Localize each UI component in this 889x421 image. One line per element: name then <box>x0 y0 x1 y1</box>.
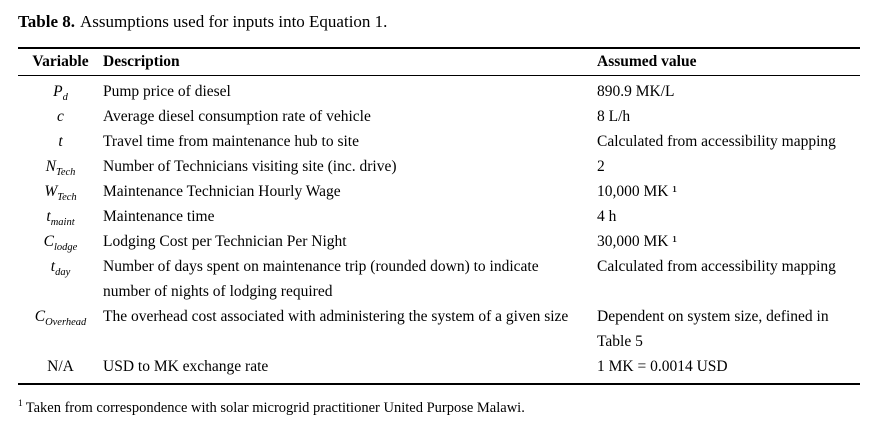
variable-subscript: maint <box>50 217 75 229</box>
variable-base: W <box>44 183 58 200</box>
table-row <box>18 229 860 254</box>
variable-base: C <box>43 233 54 250</box>
table-header <box>18 48 860 76</box>
variable-cell <box>18 76 103 105</box>
assumed-value-cell: 8 L/h <box>597 108 631 125</box>
variable-base: C <box>34 308 46 325</box>
variable-cell <box>18 254 103 304</box>
description-cell: Maintenance time <box>103 208 215 225</box>
variable-subscript: Tech <box>55 167 76 179</box>
description-cell: The overhead cost associated with administering the system of a given size <box>103 308 569 325</box>
variable-cell <box>18 179 103 204</box>
assumed-value-cell: 890.9 MK/L <box>597 83 675 100</box>
variable-cell <box>18 154 103 179</box>
variable-base: t <box>46 208 51 225</box>
variable-base: t <box>58 133 63 150</box>
description-cell: Lodging Cost per Technician Per Night <box>103 233 347 250</box>
variable-cell <box>18 204 103 229</box>
header-description: Description <box>103 48 597 76</box>
footnote-marker: 1 <box>18 399 23 409</box>
description-cell: Average diesel consumption rate of vehicle <box>103 108 371 125</box>
table-caption-text: Assumptions used for inputs into Equation 1. <box>80 12 388 31</box>
footnote-text: Taken from correspondence with solar microgrid practitioner United Purpose Malawi. <box>25 399 525 416</box>
variable-base: P <box>53 83 63 100</box>
description-cell: Pump price of diesel <box>103 83 231 100</box>
variable-subscript: day <box>55 267 71 279</box>
assumed-value-cell: 30,000 MK ¹ <box>597 233 677 250</box>
variable-cell <box>18 304 103 354</box>
table-row <box>18 129 860 154</box>
description-cell: Travel time from maintenance hub to site <box>103 133 359 150</box>
table-body <box>18 76 860 385</box>
assumed-value-cell: 1 MK = 0.0014 USD <box>597 354 860 384</box>
variable-subscript: Tech <box>57 192 77 204</box>
variable-cell <box>18 104 103 129</box>
assumed-value-cell: 10,000 MK ¹ <box>597 183 677 200</box>
table-row <box>18 254 860 304</box>
description-cell: Number of days spent on maintenance trip (rounded down) to indicate number of nights of lodging required <box>103 258 539 300</box>
table-row <box>18 354 860 384</box>
variable-base: N <box>45 158 56 175</box>
table-row <box>18 154 860 179</box>
table-footnote <box>18 395 871 418</box>
variable-base: t <box>50 258 56 275</box>
description-cell: Number of Technicians visiting site (inc. drive) <box>103 158 397 175</box>
header-variable: Variable <box>18 48 103 76</box>
table-row <box>18 76 860 105</box>
assumed-value-cell: Dependent on system size, defined in Table 5 <box>597 308 829 350</box>
description-cell: USD to MK exchange rate <box>103 354 597 384</box>
table-row <box>18 104 860 129</box>
table-row <box>18 304 860 354</box>
variable-cell <box>18 229 103 254</box>
table-caption <box>18 11 871 33</box>
table-row <box>18 204 860 229</box>
variable-subscript: Overhead <box>45 317 87 329</box>
variable-base: N/A <box>47 358 74 375</box>
header-assumed-value: Assumed value <box>597 48 860 76</box>
header-row <box>18 48 860 76</box>
table-caption-label: Table 8. <box>18 12 76 31</box>
variable-subscript: lodge <box>54 242 78 254</box>
description-cell: Maintenance Technician Hourly Wage <box>103 183 341 200</box>
variable-subscript: d <box>62 92 68 104</box>
table-row <box>18 179 860 204</box>
assumed-value-cell: 2 <box>597 158 605 175</box>
assumptions-table <box>18 47 860 385</box>
variable-base: c <box>57 108 64 125</box>
variable-cell <box>18 129 103 154</box>
variable-cell <box>18 354 103 384</box>
assumed-value-cell: 4 h <box>597 208 617 225</box>
assumed-value-cell: Calculated from accessibility mapping <box>597 133 836 150</box>
assumed-value-cell: Calculated from accessibility mapping <box>597 258 836 275</box>
